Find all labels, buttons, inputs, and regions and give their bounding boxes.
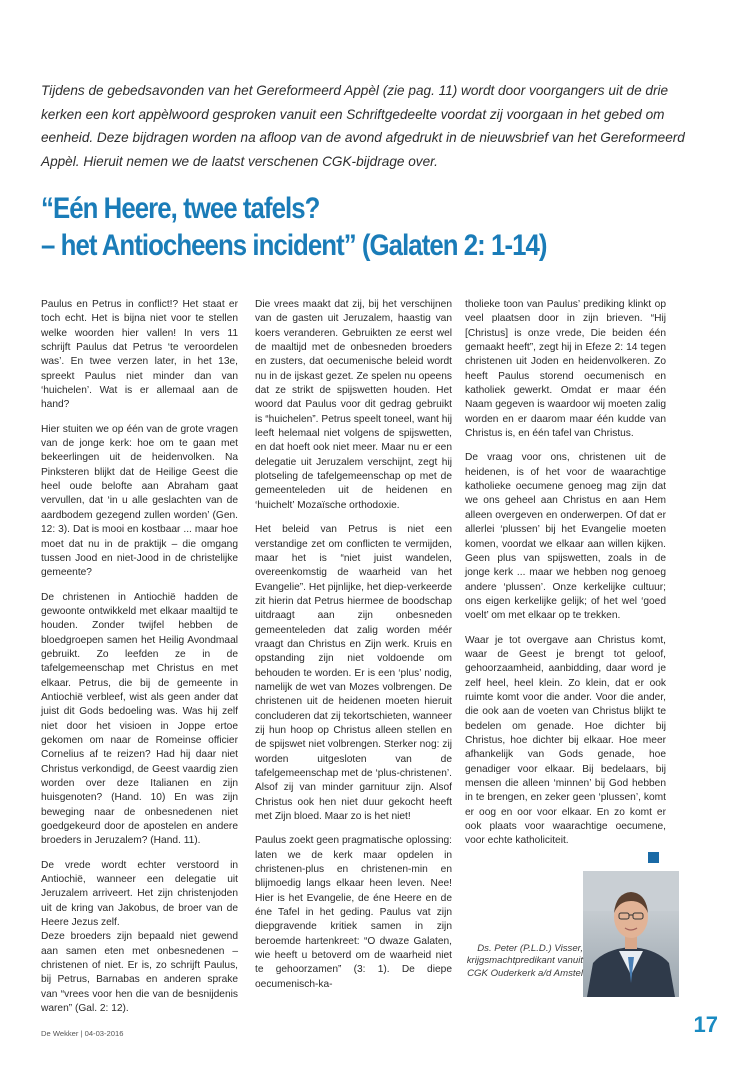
paragraph: Deze broeders zijn bepaald niet gewend aan samen eten met onbesnedenen – christenen of niet. Er is, zo schrijft Paulus, bij Petrus, Barnabas en anderen sprake van “vrees voor hen die van de besnijdenis waren” (Gal. 2: 12).	[41, 931, 238, 1015]
paragraph: Die vrees maakt dat zij, bij het verschijnen van de gasten uit Jeruzalem, haastig van koers veranderen. Gebruikten ze eerst wel de maaltijd met de onbesneden broeders en zusters, dat oecumenische beleid wordt nu in de ijskast gezet. Ze spelen nu opeens dat ze strikt de spijswetten houden. Het woord dat Paulus voor dit gedrag gebruikt is “huichelen”. Petrus speelt toneel, want hij leeft helemaal niet volgens de spijswetten, en dat hoeft ook niet meer. Maar nu er een delegatie uit Jeruzalem verschijnt, zegt hij plotseling de tafelgemeenschap op met de gemeenteleden uit de heidenen en ‘huichelt’ Mozaïsche orthodoxie.	[255, 299, 452, 511]
column-2	[255, 298, 452, 1002]
paragraph: De vraag voor ons, christenen uit de heidenen, is of het voor de waarachtige katholieke oecumene genoeg mag zijn dat we ons geheel aan Christus en aan Hem alleen overgeven en onderwerpen. Of dat er allerlei ‘plussen’ bij het Evangelie moeten komen, voordat we elkaar aan willen kijken. Geen plus van spijswetten, zoals in de jonge kerk ... maar we hebben nog genoeg andere ‘plussen’. Onze kerkelijke cultuur; ons eigen kerkelijke gelijk; of het wel ‘goed voelt’ om met elkaar op te trekken.	[465, 452, 666, 622]
column-3	[465, 298, 666, 859]
author-caption	[451, 943, 583, 980]
author-church: CGK Ouderkerk a/d Amstel	[467, 967, 583, 979]
paragraph: De christenen in Antiochië hadden de gewoonte ontwikkeld met elkaar maaltijd te houden. Zonder twijfel hebben de bloedgroepen samen het Heilig Avondmaal gebruikt. Zo leefden ze in de tafelgemeenschap met Christus en met elkaar. Petrus, die bij de gemeente in Antiochië verbleef, wist als geen ander dat juist dit Gods bedoeling was. Was hij zelf niet door het visioen in Joppe ertoe gekomen om naar de Romeinse officier Cornelius af te reizen? Had hij daar niet Christus verkondigd, de Geest vaardig zien worden over deze Italianen en zijn huisgenoten? (Hand. 10) En was zijn beweging naar de onbesnedenen niet goedgekeurd door de apostelen en andere broeders in Jeruzalem? (Hand. 11).	[41, 591, 238, 847]
paragraph: Het beleid van Petrus is niet een verstandige zet om conflicten te vermijden, maar het is “niet juist wandelen, overeenkomstig de waarheid van het Evangelie”. Het pijnlijke, het diep-verkeerde zit hierin dat Petrus hiermee de boodschap uitdraagt aan zijn onbesneden gemeenteleden dat zalig worden méér vraagt dan Christus en Zijn werk. Kruis en opstanding zijn niet voldoende om behouden te worden. Er is een ‘plus’ nodig, namelijk de wet van Mozes volbrengen. De christenen uit de heidenen moeten hieruit concluderen dat zij tekortschieten, wanneer zij hun hoop op Christus alleen stellen en de spijswet niet volbrengen. Sterker nog: zij worden uitgesloten van de tafelgemeenschap met de ‘plus-christenen’. Alsof zij van minder garnituur zijn. Alsof Christus ook hen niet duur gekocht heeft met Zijn bloed. Maar zo is het niet!	[255, 524, 452, 823]
author-name: Ds. Peter (P.L.D.) Visser,	[477, 943, 583, 954]
paragraph: tholieke toon van Paulus’ prediking klinkt op veel plaatsen door in zijn brieven. “Hij [Christus] is onze vrede, Die beiden één gemaakt heeft”, zegt hij in Efeze 2: 14 tegen christenen uit Joden en heidenvolkeren. Zo heeft Paulus storend oecumenisch en katholiek gewerkt. Omdat er maar één Naam gegeven is waardoor wij moeten zalig worden en er daarom maar één kudde van Christus is, en één tafel van Christus.	[465, 299, 666, 440]
article-end-mark-icon	[648, 852, 659, 863]
footer-publication: De Wekker | 04-03-2016	[41, 1029, 124, 1038]
title-line-1: “Eén Heere, twee tafels?	[41, 192, 320, 225]
paragraph: Paulus en Petrus in conflict!? Het staat er toch echt. Het is bijna niet voor te stellen welke woorden hier vallen! In vers 11 schrijft Paulus dat Petrus ‘te veroordelen was’. En twee verzen later, in het 13e, spreekt Paulus niet minder dan van ‘huichelen’. Wat is er allemaal aan de hand?	[41, 299, 238, 411]
article-title	[41, 190, 626, 264]
paragraph: De vrede wordt echter verstoord in Antiochië, wanneer een delegatie uit Jeruzalem arriveert. Het zijn christenjoden uit de kring van Jakobus, de broer van de Heere Jezus zelf.	[41, 859, 238, 929]
author-photo	[583, 871, 679, 997]
paragraph: Hier stuiten we op één van de grote vragen van de jonge kerk: hoe om te gaan met bekeerlingen uit de heidenvolken. Na Pinksteren blijkt dat de Heilige Geest die heel oude belofte aan Abraham gaat vervullen, dat ‘in u alle geslachten van de aardbodem gezegend zullen worden’ (Gen. 12: 3). Dat is mooi en kostbaar ... maar hoe moet dat nu in de praktijk – die omgang tussen Jood en niet-Jood in de christelijke gemeente?	[41, 423, 238, 579]
title-line-2: – het Antiocheens incident” (Galaten 2: 1-14)	[41, 229, 547, 262]
paragraph: Paulus zoekt geen pragmatische oplossing: laten we de kerk maar opdelen in christenen-plus en christenen-min en blijmoedig langs elkaar heen leven. Nee! Hier is het Evangelie, de éne Heere en de éne Tafel in het geding. Paulus vat zijn diepgravende kritiek samen in zijn beroemde hartenkreet: “O dwaze Galaten, wie heeft u betoverd om de waarheid niet te gehoorzamen” (3: 1). De diepe oecumenisch-ka-	[255, 835, 452, 990]
intro-paragraph: Tijdens de gebedsavonden van het Gereformeerd Appèl (zie pag. 11) wordt door voorgangers uit de drie kerken een kort appèlwoord gesproken vanuit een Schriftgedeelte voordat zij voorgaan in het gebed om eenheid. Deze bijdragen worden na afloop van de avond afgedrukt in de nieuwsbrief van het Gereformeerd Appèl. Hieruit nemen we de laatst verschenen CGK-bijdrage over.	[41, 83, 685, 169]
paragraph: Waar je tot overgave aan Christus komt, waar de Geest je brengt tot geloof, gehoorzaamheid, aanbidding, daar word je zelf heel, heel klein. Zo klein, dat er ook ruimte komt voor die ander. Voor die ander, die ook aan de voeten van Christus blijkt te bedelen om genade. Hoe dichter bij Christus, hoe dichter bij elkaar. Hoe meer afhankelijk van Gods genade, hoe genadiger voor elkaar. Bij bedelaars, bij mensen die alleen ‘minnen’ bij God hebben in te brengen, en zeker geen ‘plussen’, komt er oog en oor voor elkaar. En zo komt er ook plaats voor waarachtige oecumene, voor echte katholiciteit.	[465, 634, 666, 847]
column-1	[41, 298, 238, 1027]
page-number: 17	[693, 1012, 718, 1037]
author-role: krijgsmachtpredikant vanuit	[466, 955, 583, 967]
